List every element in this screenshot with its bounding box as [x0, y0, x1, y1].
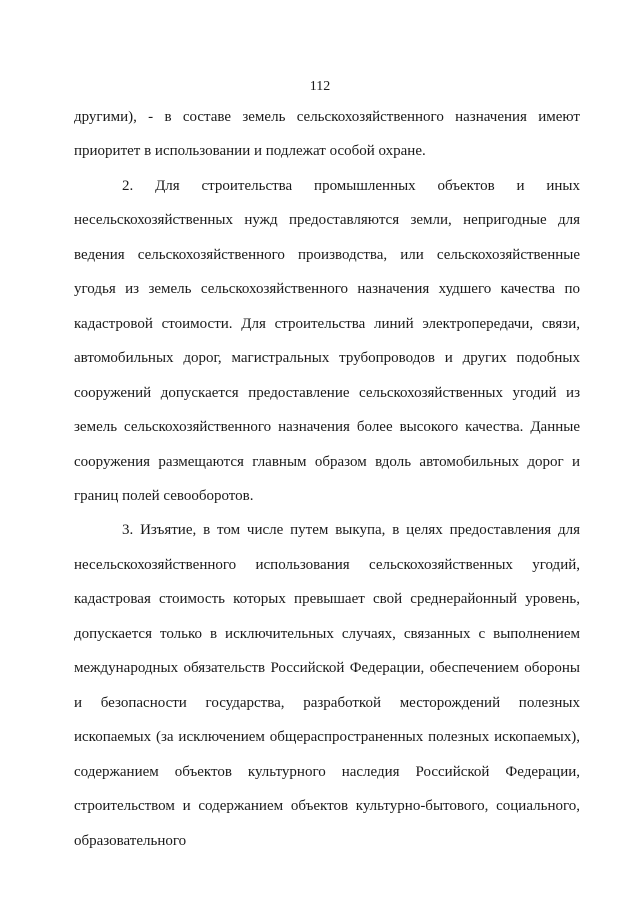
paragraph-continuation: другими), - в составе земель сельскохозяйственного назначения имеют приоритет в использовании и подлежат особой охране.	[74, 109, 580, 160]
page-number: 112	[309, 79, 331, 94]
paragraph-item-3: 3. Изъятие, в том числе путем выкупа, в целях предоставления для несельскохозяйственного использования сельскохозяйственных угодий, кадастровая стоимость которых превышает свой среднерайонный уровень, допускается только в исключительных случаях, связанных с выполнением международных обязательств Российской Федерации, обеспечением обороны и безопасности государства, разработкой месторождений полезных ископаемых (за исключением общераспространенных полезных ископаемых), содержанием объектов культурного наследия Российской Федерации, строительством и содержанием объектов культурно-бытового, социального, образовательного	[74, 522, 580, 849]
document-body	[74, 100, 580, 858]
paragraph-item-2: 2. Для строительства промышленных объектов и иных несельскохозяйственных нужд предоставляются земли, непригодные для ведения сельскохозяйственного производства, или сельскохозяйственные угодья из земель сельскохозяйственного назначения худшего качества по кадастровой стоимости. Для строительства линий электропередачи, связи, автомобильных дорог, магистральных трубопроводов и других подобных сооружений допускается предоставление сельскохозяйственных угодий из земель сельскохозяйственного назначения более высокого качества. Данные сооружения размещаются главным образом вдоль автомобильных дорог и границ полей севооборотов.	[74, 177, 580, 504]
